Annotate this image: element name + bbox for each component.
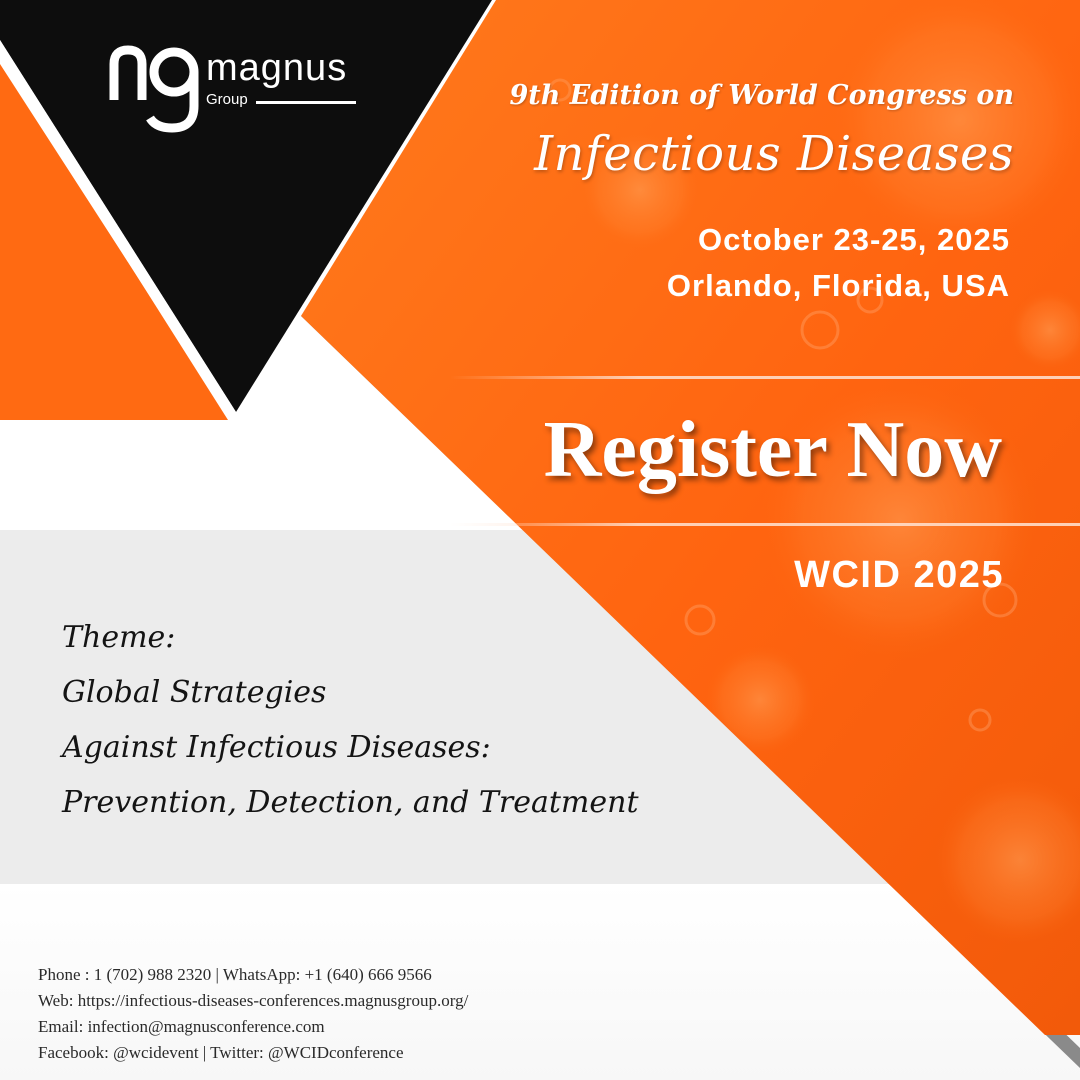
theme-line: Prevention, Detection, and Treatment [62,785,639,820]
theme-line: Against Infectious Diseases: [62,730,491,765]
event-title: Infectious Diseases [534,126,1014,182]
ng-logo-icon [108,44,204,136]
event-date: October 23-25, 2025 [698,222,1010,257]
logo-wordmark: magnus [206,47,348,89]
register-now-button[interactable]: Register Now [543,406,1002,494]
logo-subtext: Group [206,91,248,108]
theme-heading: Theme: [62,620,176,655]
theme-section [62,610,639,830]
divider-bottom [450,523,1080,526]
magnus-logo[interactable] [108,44,368,144]
contact-email[interactable]: Email: infection@magnusconference.com [38,1017,325,1036]
contact-info [38,962,468,1066]
logo-underline [256,101,356,104]
event-code: WCID 2025 [794,554,1004,596]
contact-social[interactable]: Facebook: @wcidevent | Twitter: @WCIDconference [38,1043,404,1062]
divider-top [450,376,1080,379]
event-location: Orlando, Florida, USA [666,268,1010,303]
event-edition: 9th Edition of World Congress on [509,80,1014,111]
contact-web[interactable]: Web: https://infectious-diseases-conferences.magnusgroup.org/ [38,991,469,1010]
contact-phone[interactable]: Phone : 1 (702) 988 2320 | WhatsApp: +1 (640) 666 9566 [38,965,432,984]
theme-line: Global Strategies [62,675,327,710]
